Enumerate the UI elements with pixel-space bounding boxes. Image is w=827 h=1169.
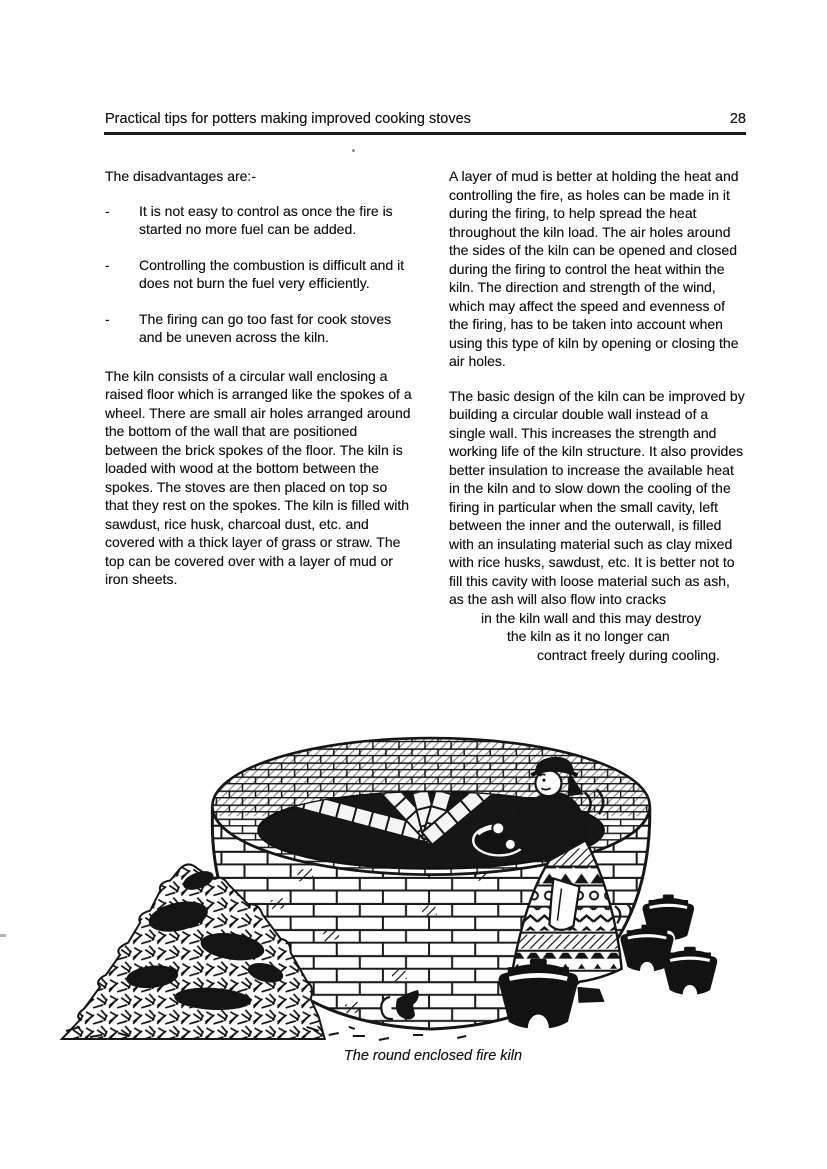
- hand: [505, 839, 516, 850]
- running-title: Practical tips for potters making improved cooking stoves: [105, 111, 471, 127]
- double-wall-paragraph: The basic design of the kiln can be improved by building a circular double wall instead of a single wall. This increases the strength and working life of the kiln structure. It also provides better insulation to increase the available heat in the kiln and to slow down the cooling of the firing in particular when the small cavity, left between the inner and the outerwall, is filled with an insulating material such as clay mixed with rice husks, sawdust, etc. It is better not to fill this cavity with loose material such as ash, as the ash will also flow into cracks: [449, 387, 745, 607]
- header-rule: [104, 132, 746, 135]
- wrapped-line: in the kiln wall and this may destroy: [481, 609, 702, 626]
- head: [535, 770, 561, 796]
- cook-stoves: [616, 895, 718, 998]
- bullet-marker: -: [105, 310, 110, 327]
- shoe: [578, 987, 605, 1003]
- bullet-text: It is not easy to control as once the fire is started no more fuel can be added.: [139, 202, 393, 237]
- disadvantages-intro: The disadvantages are:-: [105, 168, 256, 184]
- left-column: [105, 167, 413, 589]
- wrapped-line: the kiln as it no longer can: [507, 628, 670, 644]
- apron: [549, 878, 579, 929]
- bullet-marker: -: [105, 256, 110, 273]
- cook-stove: [499, 959, 579, 1033]
- kiln-illustration: [58, 720, 764, 1046]
- bullet-item: [105, 310, 413, 347]
- scan-speck: [352, 149, 355, 152]
- wrapped-line: contract freely during cooling.: [537, 646, 720, 663]
- bullet-text: The firing can go too fast for cook stoves and be uneven across the kiln.: [139, 310, 392, 345]
- bullet-item: [105, 202, 413, 239]
- page-header: [105, 110, 746, 128]
- right-column: [449, 167, 746, 664]
- mud-layer-paragraph: A layer of mud is better at holding the heat and controlling the fire, as holes can be made in it during the firing, to help spread the heat throughout the kiln load. The air holes around the sides of the kiln can be opened and closed during the firing to control the heat within the kiln. The direction and strength of the wind, which may affect the speed and evenness of the firing, has to be taken into account when using this type of kiln by opening or closing the air holes.: [449, 168, 739, 369]
- illustration-caption: The round enclosed fire kiln: [343, 1048, 523, 1064]
- kiln-description-paragraph: The kiln consists of a circular wall enclosing a raised floor which is arranged like the spokes of a wheel. There are small air holes arranged around the bottom of the wall that are positioned between the brick spokes of the floor. The kiln is loaded with wood at the bottom between the spokes. The stoves are then placed on top so that they rest on the spokes. The kiln is filled with sawdust, rice husk, charcoal dust, etc. and covered with a thick layer of grass or straw. The top can be covered over with a layer of mud or iron sheets.: [105, 367, 412, 587]
- scan-edge-mark: [0, 934, 6, 937]
- page-number: 28: [729, 111, 746, 127]
- bullet-marker: -: [105, 202, 110, 219]
- bullet-text: Controlling the combustion is difficult and it does not burn the fuel very efficiently.: [139, 256, 405, 291]
- bullet-item: [105, 256, 413, 293]
- hand: [492, 822, 504, 834]
